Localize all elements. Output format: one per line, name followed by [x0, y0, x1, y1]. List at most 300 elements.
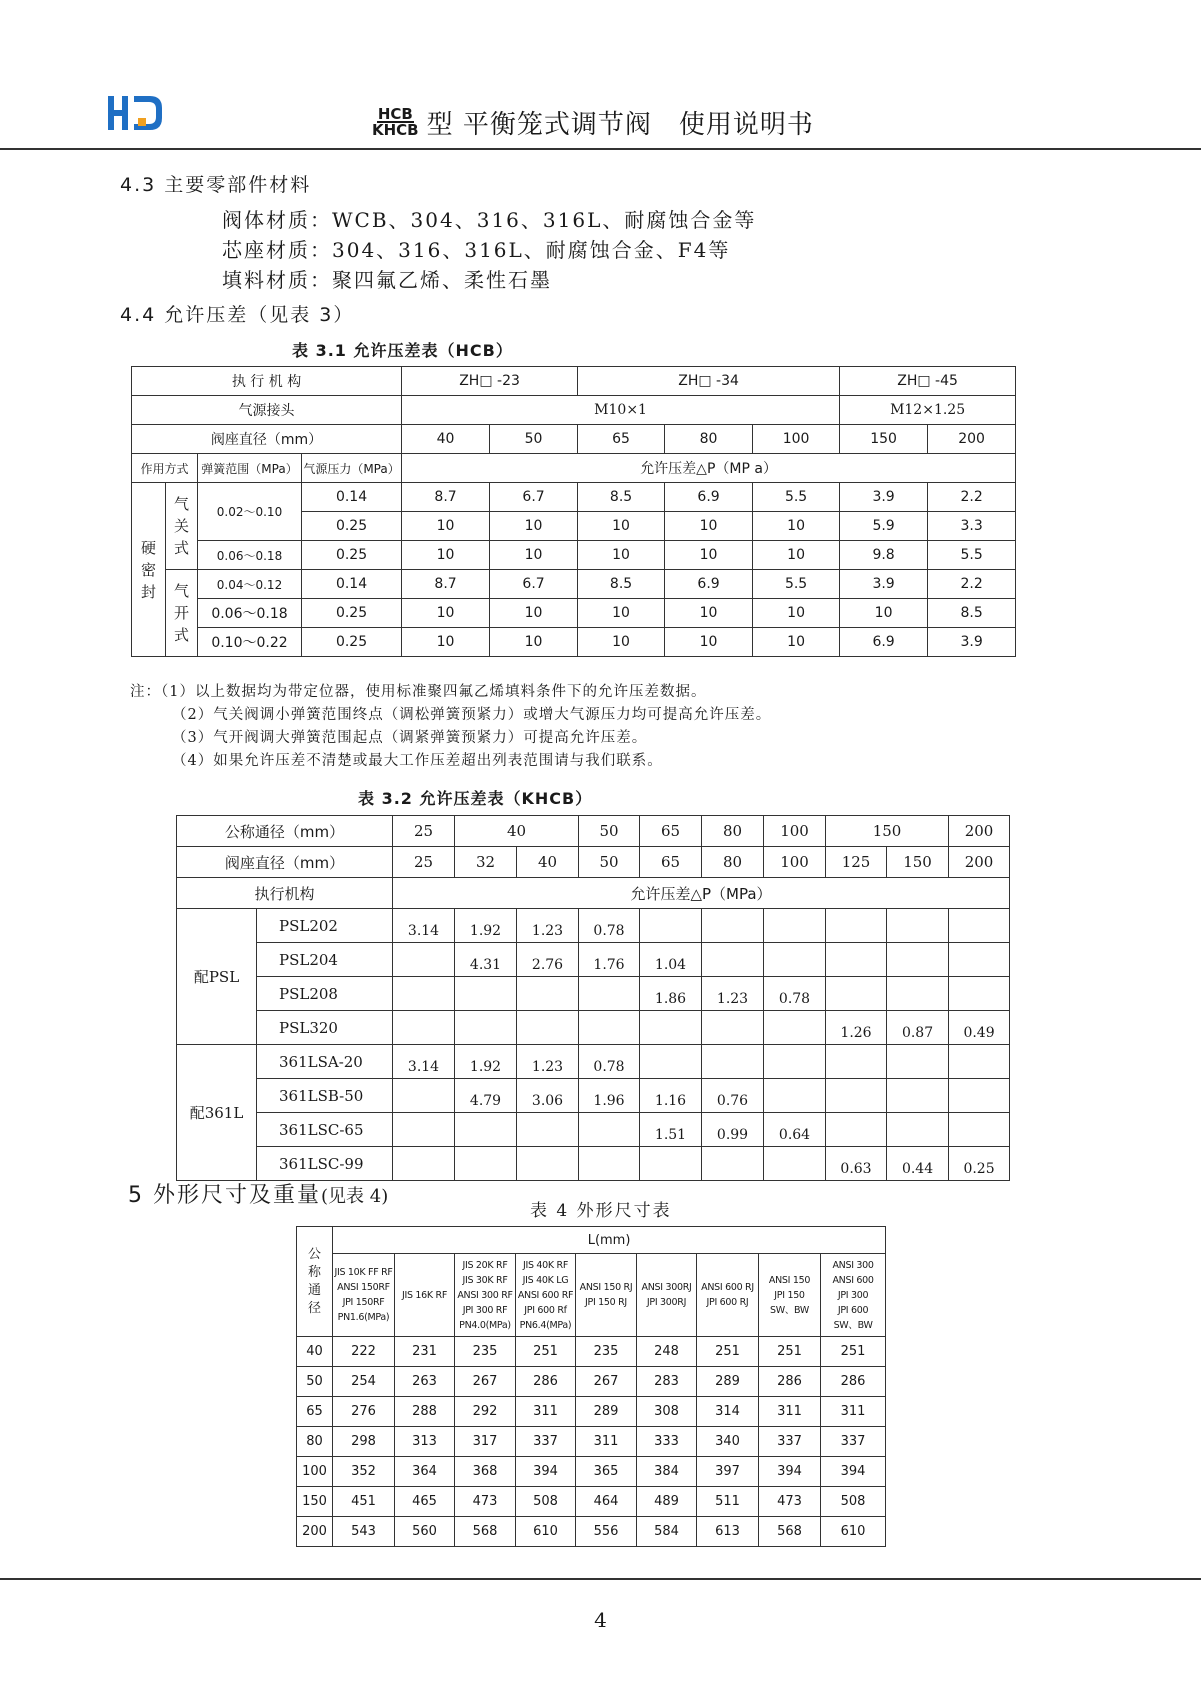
- air-close-cell: 气 关 式: [166, 483, 198, 570]
- length-cell: 511: [697, 1487, 759, 1517]
- dp-cell: [455, 1147, 517, 1181]
- length-cell: 340: [697, 1427, 759, 1457]
- nominal-cell: 80: [702, 816, 764, 847]
- dp-cell: 9.8: [840, 541, 928, 570]
- dp-cell: 1.96: [579, 1079, 640, 1113]
- table-row: [132, 599, 1016, 628]
- table-3-1: [131, 366, 1016, 657]
- length-cell: 235: [455, 1337, 516, 1367]
- dp-cell: [517, 1147, 579, 1181]
- length-cell: 308: [637, 1397, 697, 1427]
- dp-cell: 2.2: [928, 483, 1016, 512]
- length-cell: 286: [516, 1367, 576, 1397]
- dp-cell: [702, 1011, 764, 1045]
- table-4-caption: 表 4 外形尺寸表: [530, 1201, 672, 1221]
- dp-cell: 10: [402, 599, 490, 628]
- flange-standard-line: ANSI 300RJ: [641, 1282, 692, 1293]
- actuator-cell: ZH□ -23: [402, 367, 578, 396]
- length-cell: 286: [759, 1367, 821, 1397]
- dp-cell: 10: [753, 599, 840, 628]
- length-cell: 489: [637, 1487, 697, 1517]
- dp-cell: [702, 1147, 764, 1181]
- dp-cell: 5.5: [928, 541, 1016, 570]
- length-cell: 251: [821, 1337, 886, 1367]
- actuator-cell: ZH□ -45: [840, 367, 1016, 396]
- dp-cell: [393, 943, 455, 977]
- dp-cell: [826, 1045, 887, 1079]
- table-row: [177, 1045, 1010, 1079]
- dp-cell: 0.87: [887, 1011, 949, 1045]
- dp-cell: [702, 909, 764, 943]
- nominal-cell: 100: [297, 1457, 333, 1487]
- length-cell: 451: [333, 1487, 395, 1517]
- length-cell: 394: [516, 1457, 576, 1487]
- dp-cell: [579, 1113, 640, 1147]
- nominal-cell: 100: [764, 816, 826, 847]
- nominal-cell: 50: [297, 1367, 333, 1397]
- dp-cell: [764, 1011, 826, 1045]
- length-cell: 610: [516, 1517, 576, 1547]
- dp-cell: [579, 1011, 640, 1045]
- dp-cell: 3.9: [840, 483, 928, 512]
- flange-standard-header: [333, 1254, 395, 1337]
- flange-standard-line: PN1.6(MPa): [337, 1312, 390, 1323]
- dp-cell: 0.99: [702, 1113, 764, 1147]
- flange-standard-line: JIS 40K LG: [522, 1274, 569, 1286]
- length-cell: 314: [697, 1397, 759, 1427]
- dp-cell: 1.92: [455, 909, 517, 943]
- dp-cell: 10: [490, 599, 578, 628]
- col-spring-label: 弹簧范围（MPa）: [198, 454, 302, 483]
- dp-cell: [887, 943, 949, 977]
- dp-cell: 0.78: [579, 909, 640, 943]
- dp-cell: [640, 1147, 702, 1181]
- flange-standard-line: PN6.4(MPa): [519, 1319, 572, 1331]
- length-cell: 473: [759, 1487, 821, 1517]
- l-label: L(mm): [333, 1227, 886, 1254]
- dp-cell: [517, 1113, 579, 1147]
- spring-range-cell: 0.04～0.12: [198, 570, 302, 599]
- table-row: [177, 1079, 1010, 1113]
- table-row: [132, 541, 1016, 570]
- length-cell: 337: [516, 1427, 576, 1457]
- dp-cell: [517, 977, 579, 1011]
- actuator-cell: ZH□ -34: [578, 367, 840, 396]
- seat-cell: 80: [665, 425, 753, 454]
- length-cell: 584: [637, 1517, 697, 1547]
- dp-label: 允许压差△P（MP a）: [402, 454, 1016, 483]
- length-cell: 283: [637, 1367, 697, 1397]
- dp-cell: [455, 1113, 517, 1147]
- note-2: （2）气关阀调小弹簧范围终点（调松弹簧预紧力）或增大气源压力均可提高允许压差。: [172, 707, 772, 723]
- dp-cell: 2.76: [517, 943, 579, 977]
- dp-cell: 10: [578, 541, 665, 570]
- seal-type-cell: 硬 密 封: [132, 483, 166, 657]
- dp-cell: 1.23: [517, 1045, 579, 1079]
- dp-cell: 4.79: [455, 1079, 517, 1113]
- length-cell: 384: [637, 1457, 697, 1487]
- nominal-cell: 200: [297, 1517, 333, 1547]
- material-body: 阀体材质：WCB、304、316、316L、耐腐蚀合金等: [222, 208, 757, 232]
- air-pressure-cell: 0.25: [302, 599, 402, 628]
- length-cell: 251: [759, 1337, 821, 1367]
- nominal-cell: 40: [455, 816, 579, 847]
- company-logo: [108, 94, 164, 134]
- dp-cell: 6.7: [490, 483, 578, 512]
- dp-cell: [949, 1113, 1010, 1147]
- dp-cell: 1.86: [640, 977, 702, 1011]
- dp-cell: 6.9: [665, 483, 753, 512]
- dp-cell: 8.7: [402, 483, 490, 512]
- table-row: [177, 1113, 1010, 1147]
- dp-cell: [455, 1011, 517, 1045]
- table-4: [296, 1226, 886, 1547]
- dp-cell: 3.9: [928, 628, 1016, 657]
- dp-cell: [887, 909, 949, 943]
- length-cell: 298: [333, 1427, 395, 1457]
- length-cell: 560: [395, 1517, 455, 1547]
- flange-standard-line: JPI 150RF: [342, 1297, 385, 1308]
- model-code-top: HCB: [377, 105, 413, 123]
- length-cell: 473: [455, 1487, 516, 1517]
- actuator-model-cell: 361LSC-65: [257, 1113, 393, 1147]
- dp-cell: 1.26: [826, 1011, 887, 1045]
- dp-cell: [887, 1079, 949, 1113]
- dp-cell: 10: [402, 628, 490, 657]
- length-cell: 263: [395, 1367, 455, 1397]
- seat-cell: 40: [517, 847, 579, 878]
- length-cell: 464: [576, 1487, 637, 1517]
- flange-standard-line: JPI 300: [837, 1289, 869, 1301]
- seat-cell: 50: [490, 425, 578, 454]
- length-cell: 610: [821, 1517, 886, 1547]
- dp-cell: 1.23: [517, 909, 579, 943]
- table-row: [132, 367, 1016, 396]
- dp-cell: 10: [578, 628, 665, 657]
- actuator-label: 执 行 机 构: [132, 367, 402, 396]
- dp-cell: [640, 1045, 702, 1079]
- dp-cell: 1.76: [579, 943, 640, 977]
- flange-standard-line: ANSI 600 RF: [517, 1289, 574, 1301]
- title-text: 型 平衡笼式调节阀 使用说明书: [426, 109, 814, 140]
- flange-standard-line: SW、BW: [833, 1319, 873, 1331]
- dp-cell: 0.76: [702, 1079, 764, 1113]
- dp-cell: 5.5: [753, 483, 840, 512]
- col-action-label: 作用方式: [132, 454, 198, 483]
- air-pressure-cell: 0.14: [302, 483, 402, 512]
- nominal-cell: 65: [640, 816, 702, 847]
- flange-standard-line: JPI 300 RF: [462, 1304, 508, 1316]
- dp-cell: [949, 943, 1010, 977]
- flange-standard-header: [455, 1254, 516, 1337]
- length-cell: 267: [455, 1367, 516, 1397]
- seat-cell: 25: [393, 847, 455, 878]
- flange-standard-line: JPI 150 RJ: [585, 1297, 627, 1308]
- dp-cell: [393, 1113, 455, 1147]
- actuator-model-cell: PSL320: [257, 1011, 393, 1045]
- seat-cell: 65: [640, 847, 702, 878]
- table-row: [297, 1227, 886, 1254]
- footer-rule: [0, 1578, 1201, 1580]
- dp-cell: 10: [402, 541, 490, 570]
- dp-cell: [517, 1011, 579, 1045]
- length-cell: 248: [637, 1337, 697, 1367]
- dp-cell: [826, 1113, 887, 1147]
- dp-cell: [393, 1011, 455, 1045]
- dp-cell: 10: [665, 599, 753, 628]
- note-3: （3）气开阀调大弹簧范围起点（调紧弹簧预紧力）可提高允许压差。: [172, 730, 648, 746]
- dp-cell: 1.04: [640, 943, 702, 977]
- actuator-label: 执行机构: [177, 878, 393, 909]
- flange-standard-line: ANSI 600: [832, 1274, 874, 1286]
- dp-cell: 0.78: [764, 977, 826, 1011]
- table-row: [177, 909, 1010, 943]
- dp-cell: 3.14: [393, 1045, 455, 1079]
- length-cell: 311: [576, 1427, 637, 1457]
- flange-standard-line: ANSI 150: [768, 1274, 811, 1286]
- length-cell: 556: [576, 1517, 637, 1547]
- table-row: [297, 1487, 886, 1517]
- length-cell: 267: [576, 1367, 637, 1397]
- seat-cell: 65: [578, 425, 665, 454]
- air-pressure-cell: 0.25: [302, 541, 402, 570]
- seat-cell: 32: [455, 847, 517, 878]
- dp-cell: 0.49: [949, 1011, 1010, 1045]
- table-row: [132, 483, 1016, 512]
- flange-standard-line: JPI 150: [774, 1289, 805, 1301]
- actuator-model-cell: 361LSB-50: [257, 1079, 393, 1113]
- length-cell: 508: [516, 1487, 576, 1517]
- dp-cell: 10: [578, 512, 665, 541]
- length-cell: 568: [455, 1517, 516, 1547]
- length-cell: 289: [697, 1367, 759, 1397]
- length-cell: 251: [697, 1337, 759, 1367]
- flange-standard-line: ANSI 150RF: [337, 1282, 390, 1293]
- nominal-cell: 150: [297, 1487, 333, 1517]
- dp-cell: 10: [753, 541, 840, 570]
- nominal-cell: 200: [949, 816, 1010, 847]
- dp-cell: [949, 977, 1010, 1011]
- air-pressure-cell: 0.14: [302, 570, 402, 599]
- table-3-2: [176, 815, 1010, 1181]
- flange-standard-line: PN4.0(MPa): [459, 1319, 511, 1331]
- dp-cell: 10: [490, 541, 578, 570]
- dp-cell: [393, 1147, 455, 1181]
- flange-standard-line: ANSI 150 RJ: [579, 1282, 633, 1293]
- dp-cell: 10: [490, 628, 578, 657]
- table-row: [177, 977, 1010, 1011]
- seat-cell: 125: [826, 847, 887, 878]
- dp-cell: 10: [578, 599, 665, 628]
- dp-cell: [949, 909, 1010, 943]
- length-cell: 235: [576, 1337, 637, 1367]
- dp-cell: 10: [665, 628, 753, 657]
- table-row: [177, 847, 1010, 878]
- seat-cell: 100: [764, 847, 826, 878]
- dp-cell: [764, 1045, 826, 1079]
- dp-cell: [702, 1045, 764, 1079]
- dp-cell: [764, 909, 826, 943]
- length-cell: 394: [759, 1457, 821, 1487]
- dp-cell: 10: [753, 628, 840, 657]
- actuator-model-cell: PSL202: [257, 909, 393, 943]
- actuator-model-cell: PSL204: [257, 943, 393, 977]
- seat-cell: 150: [887, 847, 949, 878]
- flange-standard-line: JPI 600 Rf: [524, 1304, 567, 1316]
- model-code: [372, 107, 419, 137]
- dp-cell: 0.64: [764, 1113, 826, 1147]
- length-cell: 368: [455, 1457, 516, 1487]
- nominal-cell: 150: [826, 816, 949, 847]
- material-trim: 芯座材质：304、316、316L、耐腐蚀合金、F4等: [222, 238, 731, 262]
- spring-range-cell: 0.06～0.18: [198, 541, 302, 570]
- length-cell: 337: [821, 1427, 886, 1457]
- length-cell: 352: [333, 1457, 395, 1487]
- length-cell: 251: [516, 1337, 576, 1367]
- dp-cell: 8.7: [402, 570, 490, 599]
- actuator-group-cell: 配361L: [177, 1045, 257, 1181]
- flange-standard-line: JPI 300RJ: [646, 1297, 687, 1308]
- table-header-row: [297, 1254, 886, 1337]
- dp-cell: 8.5: [928, 599, 1016, 628]
- length-cell: 222: [333, 1337, 395, 1367]
- dp-cell: 2.2: [928, 570, 1016, 599]
- table-3-2-caption: 表 3.2 允许压差表（KHCB）: [358, 789, 593, 808]
- seat-label: 阀座直径（mm）: [132, 425, 402, 454]
- dp-cell: [887, 977, 949, 1011]
- length-cell: 337: [759, 1427, 821, 1457]
- table-row: [177, 816, 1010, 847]
- dp-cell: 10: [490, 512, 578, 541]
- table-row: [132, 396, 1016, 425]
- dp-cell: 5.5: [753, 570, 840, 599]
- dp-cell: [949, 1045, 1010, 1079]
- flange-standard-line: JIS 40K RF: [522, 1259, 569, 1271]
- length-cell: 365: [576, 1457, 637, 1487]
- seat-cell: 100: [753, 425, 840, 454]
- flange-standard-header: [821, 1254, 886, 1337]
- actuator-group-cell: 配PSL: [177, 909, 257, 1045]
- table-3-1-caption: 表 3.1 允许压差表（HCB）: [292, 341, 513, 360]
- length-cell: 292: [455, 1397, 516, 1427]
- dp-cell: 3.06: [517, 1079, 579, 1113]
- length-cell: 543: [333, 1517, 395, 1547]
- nominal-label: 公称通径（mm）: [177, 816, 393, 847]
- length-cell: 465: [395, 1487, 455, 1517]
- dp-cell: 1.51: [640, 1113, 702, 1147]
- length-cell: 613: [697, 1517, 759, 1547]
- section-5-suffix: (见表 4): [321, 1186, 389, 1207]
- dp-cell: 1.92: [455, 1045, 517, 1079]
- table-row: [132, 570, 1016, 599]
- length-cell: 333: [637, 1427, 697, 1457]
- nominal-cell: 40: [297, 1337, 333, 1367]
- length-cell: 286: [821, 1367, 886, 1397]
- length-cell: 276: [333, 1397, 395, 1427]
- dp-cell: [826, 977, 887, 1011]
- spring-range-cell: 0.02～0.10: [198, 483, 302, 541]
- table-row: [177, 1011, 1010, 1045]
- dp-cell: 10: [840, 599, 928, 628]
- dp-cell: [949, 1079, 1010, 1113]
- air-conn-cell: M12×1.25: [840, 396, 1016, 425]
- flange-standard-header: [576, 1254, 637, 1337]
- dp-cell: 8.5: [578, 570, 665, 599]
- dp-cell: [702, 943, 764, 977]
- air-open-cell: 气 开 式: [166, 570, 198, 657]
- flange-standard-line: JIS 30K RF: [462, 1274, 508, 1286]
- dp-cell: 8.5: [578, 483, 665, 512]
- flange-standard-header: [637, 1254, 697, 1337]
- dp-cell: 0.44: [887, 1147, 949, 1181]
- spring-range-cell: 0.10～0.22: [198, 628, 302, 657]
- dp-cell: 10: [402, 512, 490, 541]
- dp-cell: [579, 1147, 640, 1181]
- nominal-cell: 80: [297, 1427, 333, 1457]
- nominal-cell: 50: [579, 816, 640, 847]
- table-row: [297, 1397, 886, 1427]
- dp-cell: [393, 977, 455, 1011]
- section-5-heading: [128, 1178, 388, 1209]
- dp-cell: 3.3: [928, 512, 1016, 541]
- dp-cell: [393, 1079, 455, 1113]
- table-row: [177, 878, 1010, 909]
- length-cell: 568: [759, 1517, 821, 1547]
- dp-cell: [826, 943, 887, 977]
- length-cell: 289: [576, 1397, 637, 1427]
- air-pressure-cell: 0.25: [302, 512, 402, 541]
- table-row: [297, 1367, 886, 1397]
- model-code-bottom: KHCB: [372, 121, 419, 139]
- dp-cell: [826, 1079, 887, 1113]
- dp-cell: [640, 909, 702, 943]
- dp-cell: 1.23: [702, 977, 764, 1011]
- flange-standard-line: JIS 20K RF: [462, 1259, 508, 1271]
- dp-label: 允许压差△P（MPa）: [393, 878, 1010, 909]
- seat-label: 阀座直径（mm）: [177, 847, 393, 878]
- document-title: [372, 104, 814, 140]
- flange-standard-header: [395, 1254, 455, 1337]
- actuator-model-cell: 361LSA-20: [257, 1045, 393, 1079]
- flange-standard-line: ANSI 300: [832, 1259, 874, 1271]
- dp-cell: 6.7: [490, 570, 578, 599]
- dp-cell: [640, 1011, 702, 1045]
- table-row: [132, 628, 1016, 657]
- dp-cell: [887, 1113, 949, 1147]
- dp-cell: [764, 1147, 826, 1181]
- dp-cell: 6.9: [665, 570, 753, 599]
- flange-standard-line: JPI 600: [837, 1304, 869, 1316]
- dp-cell: 4.31: [455, 943, 517, 977]
- length-cell: 313: [395, 1427, 455, 1457]
- length-cell: 254: [333, 1367, 395, 1397]
- note-4: （4）如果允许压差不清楚或最大工作压差超出列表范围请与我们联系。: [172, 753, 663, 769]
- length-cell: 288: [395, 1397, 455, 1427]
- length-cell: 311: [516, 1397, 576, 1427]
- dp-cell: 6.9: [840, 628, 928, 657]
- dp-cell: 3.9: [840, 570, 928, 599]
- nominal-cell: 25: [393, 816, 455, 847]
- flange-standard-line: ANSI 600 RJ: [701, 1282, 754, 1293]
- table-row: [297, 1427, 886, 1457]
- flange-standard-line: JIS 16K RF: [401, 1289, 448, 1301]
- nominal-label: 公 称 通 径: [297, 1227, 333, 1337]
- length-cell: 397: [697, 1457, 759, 1487]
- table-row: [177, 1147, 1010, 1181]
- dp-cell: [764, 943, 826, 977]
- note-1: 注：（1）以上数据均为带定位器，使用标准聚四氟乙烯填料条件下的允许压差数据。: [130, 684, 707, 700]
- dp-cell: [826, 909, 887, 943]
